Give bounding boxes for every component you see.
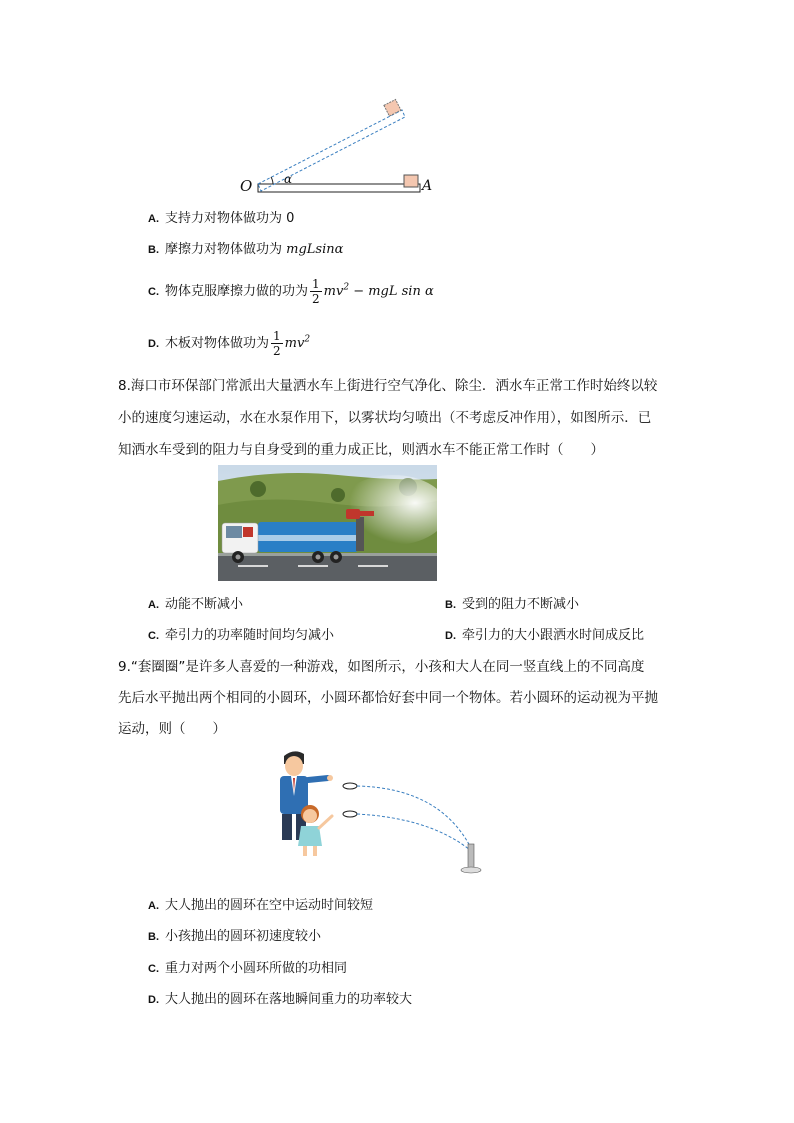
fraction	[271, 329, 283, 358]
q7-option-d	[148, 329, 310, 358]
q9-option-b	[148, 925, 321, 944]
option-text: 木板对物体做功为	[165, 336, 270, 351]
option-label: A.	[148, 900, 159, 912]
option-text: 大人抛出的圆环在空中运动时间较短	[165, 898, 374, 913]
option-text: 大人抛出的圆环在落地瞬间重力的功率较大	[165, 992, 413, 1007]
q9-stem-line-3: 运动，则（ ）	[118, 721, 226, 737]
q8-option-b	[445, 593, 579, 612]
option-text: 支持力对物体做功为 0	[165, 211, 295, 226]
option-label: B.	[445, 599, 456, 611]
option-text: 动能不断减小	[165, 597, 244, 612]
child-figure	[298, 805, 332, 856]
option-label: D.	[445, 630, 456, 642]
option-math: mv	[284, 336, 305, 351]
fraction-denominator: 2	[273, 344, 281, 358]
option-text: 小孩抛出的圆环初速度较小	[165, 929, 322, 944]
option-math: mgLsinα	[286, 242, 344, 257]
incline-diagram	[236, 96, 436, 200]
q8-stem-line-3: 知洒水车受到的阻力与自身受到的重力成正比，则洒水车不能正常工作时（ ）	[118, 442, 604, 458]
q7-option-b	[148, 238, 343, 257]
q9-stem-line-1: 9.“套圈圈”是许多人喜爱的一种游戏，如图所示，小孩和大人在同一竖直线上的不同高度	[118, 659, 645, 675]
point-o-label: O	[240, 177, 253, 195]
exponent: 2	[343, 282, 350, 293]
option-text: 牵引力的功率随时间均匀减小	[165, 628, 335, 643]
option-label: C.	[148, 286, 159, 298]
option-label: A.	[148, 213, 159, 225]
inclined-board-dashed	[258, 110, 405, 191]
q7-option-a	[148, 207, 294, 226]
option-text: 受到的阻力不断减小	[462, 597, 580, 612]
option-label: D.	[148, 338, 159, 350]
option-label: B.	[148, 931, 159, 943]
q7-option-c	[148, 277, 434, 306]
q9-option-d	[148, 988, 412, 1007]
trajectory-low	[357, 814, 470, 850]
fraction	[310, 277, 322, 306]
option-label: A.	[148, 599, 159, 611]
option-label: B.	[148, 244, 159, 256]
fraction-denominator: 2	[312, 292, 320, 306]
ring-toss-figure	[270, 748, 490, 878]
target-post	[468, 844, 474, 868]
exponent: 2	[304, 334, 311, 345]
wooden-board	[258, 184, 420, 192]
fraction-numerator: 1	[312, 277, 320, 291]
ring-high	[343, 783, 357, 789]
ring-low	[343, 811, 357, 817]
option-text: 重力对两个小圆环所做的功相同	[165, 961, 348, 976]
sprinkler-truck-photo	[218, 465, 437, 581]
q8-option-d	[445, 624, 644, 643]
block-at-a	[404, 175, 418, 187]
q8-option-a	[148, 593, 243, 612]
fraction-numerator: 1	[273, 329, 281, 343]
target-base	[461, 867, 481, 873]
q9-option-a	[148, 894, 373, 913]
option-text: 牵引力的大小跟洒水时间成反比	[462, 628, 645, 643]
option-math: mv	[323, 284, 344, 299]
block-tilted	[384, 99, 401, 116]
point-a-label: A	[422, 178, 433, 194]
option-text: 摩擦力对物体做功为	[165, 242, 287, 257]
option-text: 物体克服摩擦力做的功为	[165, 284, 309, 299]
q8-stem-line-1: 8.海口市环保部门常派出大量洒水车上街进行空气净化、除尘．洒水车正常工作时始终以较	[118, 378, 658, 394]
q8-option-c	[148, 624, 334, 643]
option-label: C.	[148, 963, 159, 975]
q9-stem-line-2: 先后水平抛出两个相同的小圆环，小圆环都恰好套中同一个物体。若小圆环的运动视为平抛	[118, 690, 658, 706]
angle-arc	[271, 177, 273, 184]
option-label: C.	[148, 630, 159, 642]
option-label: D.	[148, 994, 159, 1006]
q9-option-c	[148, 957, 347, 976]
angle-label: α	[284, 172, 293, 186]
option-math: − mgL sin α	[349, 284, 434, 299]
q8-stem-line-2: 小的速度匀速运动，水在水泵作用下，以雾状均匀喷出（不考虑反冲作用），如图所示．已	[118, 410, 652, 426]
